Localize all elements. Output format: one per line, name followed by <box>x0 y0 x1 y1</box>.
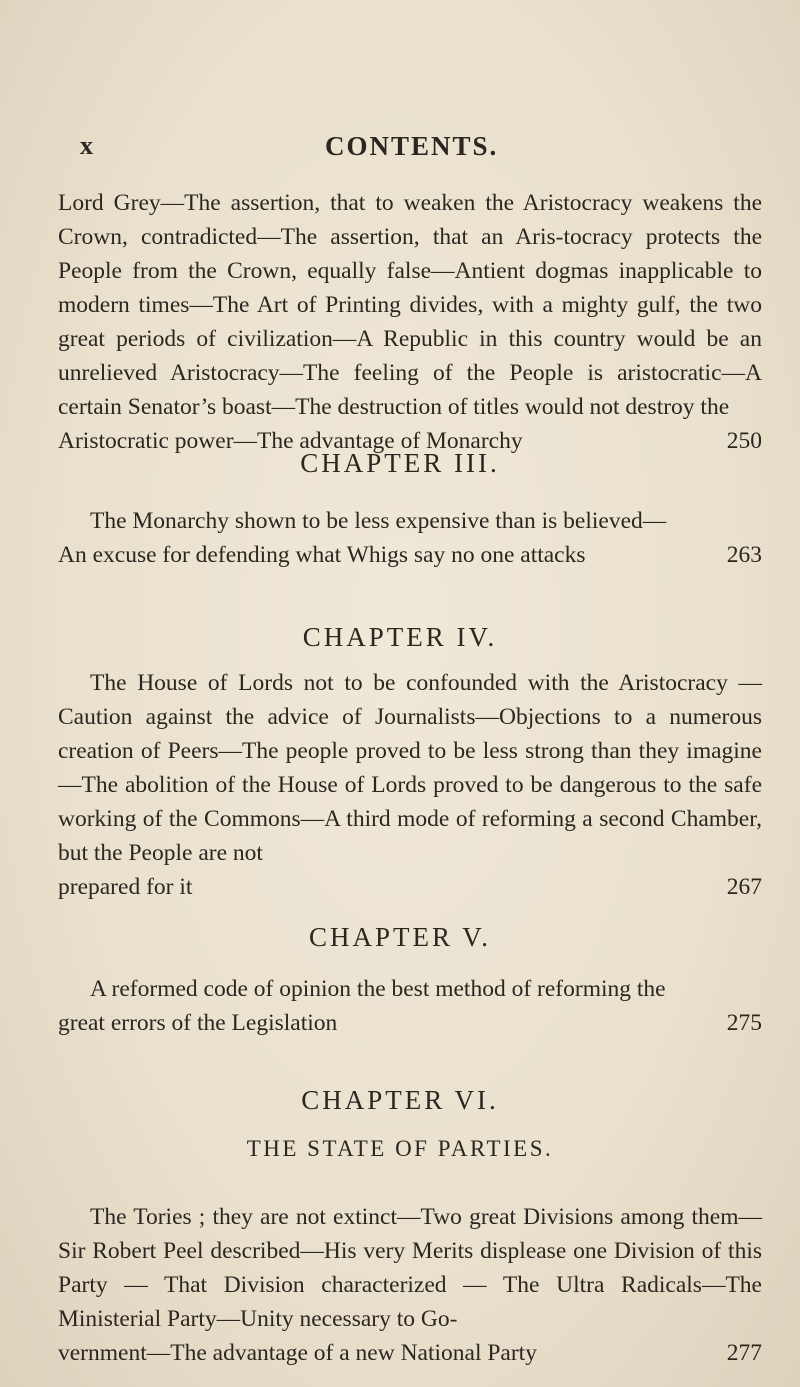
entry-last-line <box>58 1336 762 1370</box>
entry-text: The Tories ; they are not extinct—Two great Divisions among them—Sir Robert Peel described—His very Merits displease one Division of this Party — That Division characterized — The Ultra Radicals—The Ministerial Party—Unity necessary to Go- <box>58 1204 762 1332</box>
entry-last-line-text: prepared for it <box>58 874 193 900</box>
entry-text: The Monarchy shown to be less expensive than is believed— <box>90 508 667 534</box>
page-number: x <box>80 131 93 160</box>
chapter-heading: CHAPTER IV. <box>302 622 498 652</box>
entry-last-line-text: Aristocratic power—The advantage of Monarchy <box>58 428 523 454</box>
contents-entry <box>58 666 762 904</box>
section-heading: THE STATE OF PARTIES. <box>246 1136 554 1161</box>
contents-entry <box>58 186 762 458</box>
running-head <box>80 131 780 161</box>
contents-entry <box>58 504 762 572</box>
entry-last-line <box>58 1006 762 1040</box>
running-title: CONTENTS. <box>325 131 499 161</box>
entry-last-line-text: great errors of the Legislation <box>58 1010 338 1036</box>
contents-entry <box>58 1200 762 1370</box>
chapter-heading: CHAPTER VI. <box>301 1085 499 1115</box>
entry-text: A reformed code of opinion the best method of reforming the <box>90 976 666 1002</box>
entry-text: Lord Grey—The assertion, that to weaken the Aristocracy weakens the Crown, contradicted—The assertion, that an Aris-tocracy protects the People from the Crown, equally false—Antient dogmas inapplicable to modern times—The Art of Printing divides, with a mighty gulf, the two great periods of civilization—A Republic in this country would be an unrelieved Aristocracy—The feeling of the People is aristocratic—A certain Senator’s boast—The destruction of titles would not destroy the <box>58 190 762 420</box>
chapter-heading: CHAPTER V. <box>308 922 492 952</box>
entry-last-line <box>58 870 762 904</box>
entry-page-number: 263 <box>726 542 762 568</box>
contents-entry <box>58 972 762 1040</box>
entry-page-number: 250 <box>726 428 762 454</box>
entry-last-line-text: An excuse for defending what Whigs say no one attacks <box>58 542 586 568</box>
entry-text: The House of Lords not to be confounded with the Aristocracy —Caution against the advice of Journalists—Objections to a numerous creation of Peers—The people proved to be less strong than they imagine—The abolition of the House of Lords proved to be dangerous to the safe working of the Commons—A third mode of reforming a second Chamber, but the People are not <box>58 670 762 866</box>
chapter-heading: CHAPTER III. <box>300 448 500 478</box>
entry-last-line-text: vernment—The advantage of a new National Party <box>58 1340 537 1366</box>
entry-page-number: 277 <box>726 1340 762 1366</box>
entry-page-number: 275 <box>726 1010 762 1036</box>
entry-page-number: 267 <box>726 874 762 900</box>
entry-last-line <box>58 538 762 572</box>
